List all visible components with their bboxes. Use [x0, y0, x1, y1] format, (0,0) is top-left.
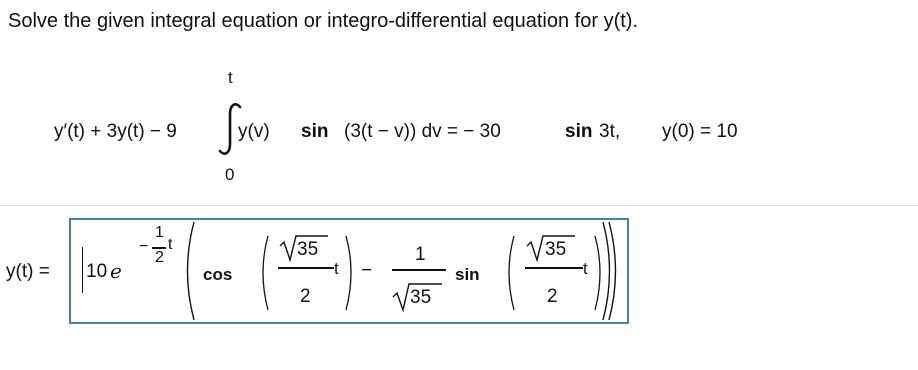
- sin-fraction-bar: [525, 267, 583, 269]
- exponent-minus: −: [139, 238, 149, 255]
- exponent-denominator: 2: [155, 249, 164, 266]
- answer-coefficient: 10: [86, 261, 108, 282]
- initial-condition: y(0) = 10: [662, 121, 738, 142]
- euler-e: e: [110, 259, 122, 283]
- problem-statement: Solve the given integral equation or integro-differential equation for y(t).: [8, 10, 639, 32]
- rhs-sin: sin: [565, 121, 593, 142]
- integrand-function: y(v): [238, 121, 270, 142]
- answer-cos: cos: [203, 265, 233, 284]
- rhs-argument: 3t,: [599, 121, 621, 142]
- cos-argument-variable: t: [334, 259, 339, 278]
- cos-sqrt-radicand: 35: [297, 239, 319, 260]
- integral-lower-limit: 0: [225, 165, 235, 184]
- cos-denominator: 2: [300, 286, 311, 307]
- sin-sqrt-radicand: 35: [545, 239, 567, 260]
- answer-label: y(t) =: [6, 261, 50, 282]
- coef-numerator: 1: [415, 244, 426, 265]
- integral-upper-limit: t: [228, 68, 233, 87]
- answer-minus: −: [361, 260, 373, 281]
- integrand-sin: sin: [301, 121, 329, 142]
- answer-sin: sin: [455, 265, 480, 284]
- coef-denominator-radicand: 35: [410, 287, 432, 308]
- exponent-variable: t: [168, 236, 173, 253]
- integrand-argument: (3(t − v)) dv = − 30: [344, 121, 501, 142]
- exponent-numerator: 1: [155, 224, 164, 241]
- sin-argument-variable: t: [583, 259, 588, 278]
- equation-lhs: y′(t) + 3y(t) − 9: [54, 121, 177, 142]
- sin-denominator: 2: [547, 286, 558, 307]
